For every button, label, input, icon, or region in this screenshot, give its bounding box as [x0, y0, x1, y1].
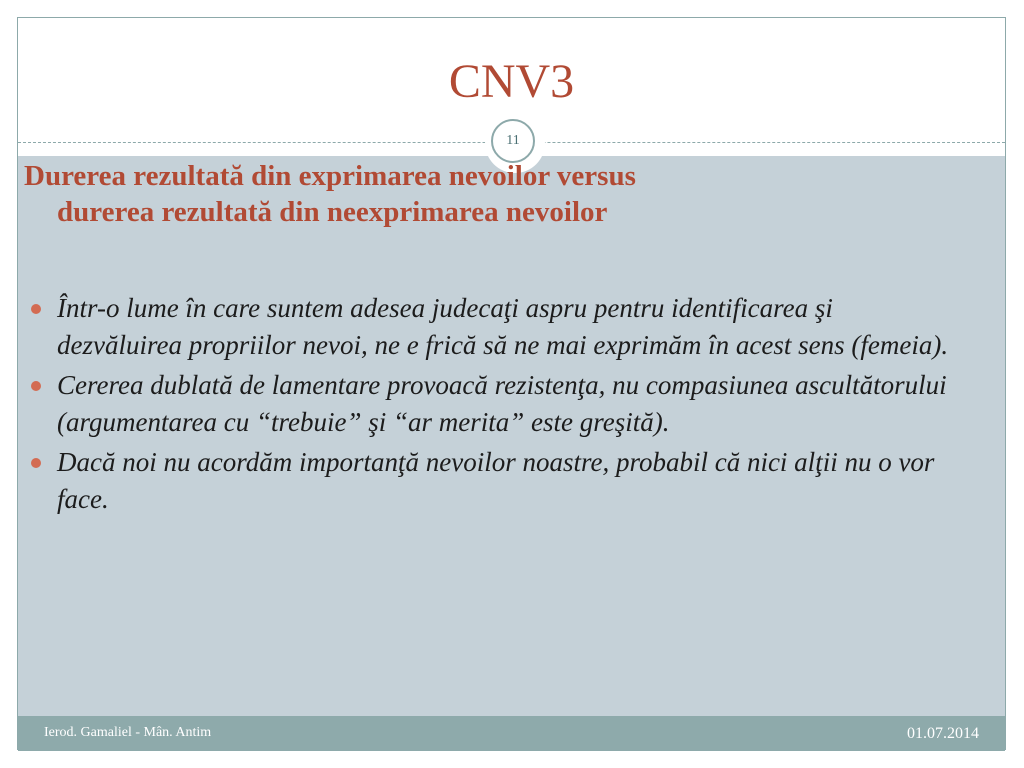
bullet-text: Într-o lume în care suntem adesea judecaţi aspru pentru identificarea şi dezvăluirea propriilor nevoi, ne e frică să ne mai exprimăm în acest sens (femeia). [57, 293, 949, 360]
bullet-dot-icon [31, 381, 41, 391]
bullet-text: Cererea dublată de lamentare provoacă rezistenţa, nu compasiunea ascultătorului (argumentarea cu “trebuie” şi “ar merita” este greşită). [57, 370, 947, 437]
bullet-item [24, 290, 964, 363]
slide-title: CNV3 [448, 55, 575, 108]
footer-date: 01.07.2014 [907, 725, 979, 742]
slide-footer [18, 716, 1005, 751]
footer-author: Ierod. Gamaliel - Mân. Antim [44, 725, 212, 740]
bullet-dot-icon [31, 304, 41, 314]
bullet-item [24, 444, 964, 517]
bullet-list [24, 290, 964, 521]
bullet-item [24, 367, 964, 440]
heading-line-1: Durerea rezultată din exprimarea nevoilor versus [24, 160, 636, 192]
heading-line-2: durerea rezultată din neexprimarea nevoilor [57, 196, 608, 228]
page-number-badge: 11 [491, 119, 535, 163]
slide-heading [24, 158, 964, 230]
bullet-dot-icon [31, 458, 41, 468]
bullet-text: Dacă noi nu acordăm importanţă nevoilor noastre, probabil că nici alţii nu o vor face. [57, 447, 935, 514]
